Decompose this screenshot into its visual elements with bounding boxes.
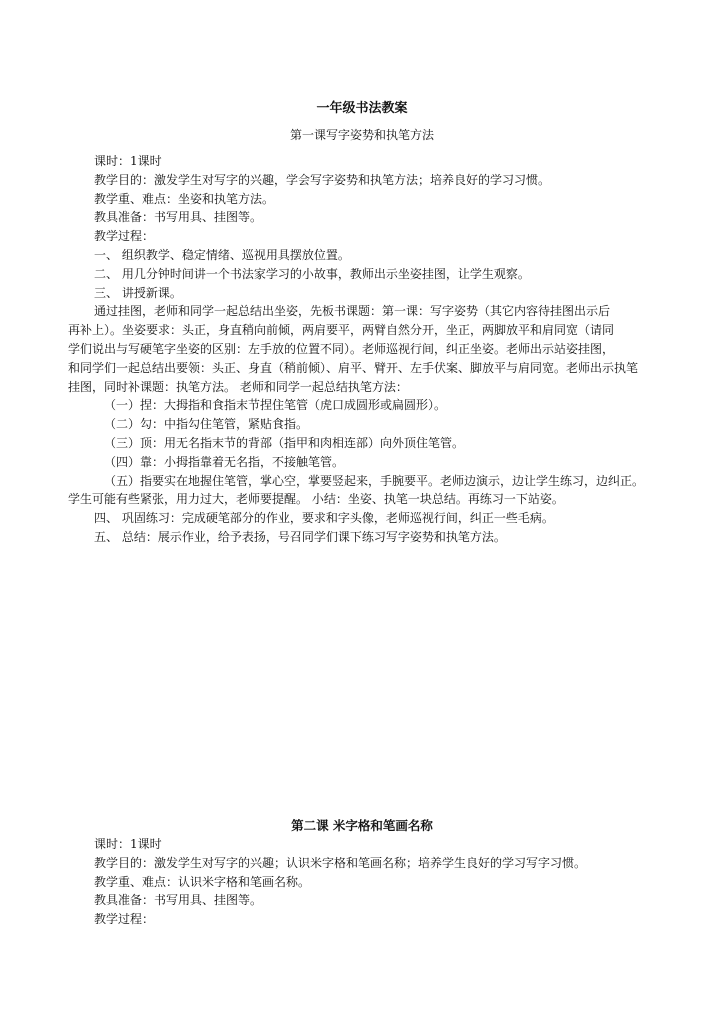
lesson1-line: 通过挂图，老师和同学一起总结出坐姿，先板书课题：第一课：写字姿势（其它内容待挂图出示后: [94, 304, 611, 319]
lesson1-line: 教具准备：书写用具、挂图等。: [94, 210, 263, 225]
lesson2-line: 课时：1课时: [94, 837, 162, 851]
lesson1-title: 第一课写字姿势和执笔方法: [289, 128, 434, 142]
lesson1-line: 四、 巩固练习：完成硬笔部分的作业，要求和字头像，老师巡视行间，纠正一些毛病。: [94, 511, 554, 526]
lesson1-line: （二）勾：中指勾住笔管，紧贴食指。: [104, 417, 309, 432]
lesson2-line: 教学目的：激发学生对写字的兴趣；认识米字格和笔画名称；培养学生良好的学习写字习惯。: [94, 855, 587, 870]
lesson2-body: [68, 835, 668, 929]
lesson1-line: 一、 组织教学、稳定情绪、巡视用具摆放位置。: [94, 247, 350, 262]
lesson1-line: （五）指要实在地握住笔管，掌心空，掌要竖起来，手腕要平。老师边演示，边让学生练习，边纠正。: [104, 473, 645, 488]
lesson1-line: 教学过程：: [94, 229, 155, 244]
lesson1-line: （三）顶：用无名指末节的背部（指甲和肉相连部）向外顶住笔管。: [104, 435, 465, 450]
lesson2-line: 教学重、难点：认识米字格和笔画名称。: [94, 874, 311, 889]
lesson2-line: 教具准备：书写用具、挂图等。: [94, 893, 263, 908]
lesson1-line: 教学目的：激发学生对写字的兴趣，学会写字姿势和执笔方法；培养良好的学习习惯。: [94, 172, 551, 187]
lesson1-body: [68, 152, 668, 547]
lesson1-line: （一）捏：大拇指和食指末节捏住笔管（虎口成圆形或扁圆形）。: [104, 398, 447, 413]
lesson1-line: 课时：1课时: [94, 154, 162, 168]
lesson1-line: 二、 用几分钟时间讲一个书法家学习的小故事，教师出示坐姿挂图，让学生观察。: [94, 266, 530, 281]
lesson1-line: （四）靠：小拇指靠着无名指，不接触笔管。: [104, 454, 345, 469]
lesson1-line: 学生可能有些紧张，用力过大，老师要提醒。 小结：坐姿、执笔一块总结。再练习一下站姿。: [68, 492, 564, 507]
lesson1-line: 三、 讲授新课。: [94, 285, 182, 300]
lesson2-title: 第二课 米字格和笔画名称: [291, 818, 433, 833]
lesson1-line: 和同学们一起总结出要领：头正、身直（稍前倾）、肩平、臂开、左手伏案、脚放平与肩同宽。老师出示执笔: [68, 360, 639, 375]
lesson1-line: 挂图，同时补课题：执笔方法。 老师和同学一起总结执笔方法：: [68, 379, 408, 394]
lesson1-line: 学们说出与写硬笔字坐姿的区别：左手放的位置不同）。老师巡视行间，纠正坐姿。老师出示站姿挂图，: [68, 341, 615, 356]
lesson1-line: 再补上）。坐姿要求：头正，身直稍向前倾，两肩要平，两臂自然分开，坐正，两脚放平和肩同宽（请同: [68, 323, 615, 338]
lesson1-line: 教学重、难点：坐姿和执笔方法。: [94, 191, 275, 206]
document-title: 一年级书法教案: [316, 101, 408, 116]
lesson1-line: 五、 总结：展示作业，给予表扬，号召同学们课下练习写字姿势和执笔方法。: [94, 529, 506, 544]
lesson2-line: 教学过程：: [94, 912, 155, 927]
